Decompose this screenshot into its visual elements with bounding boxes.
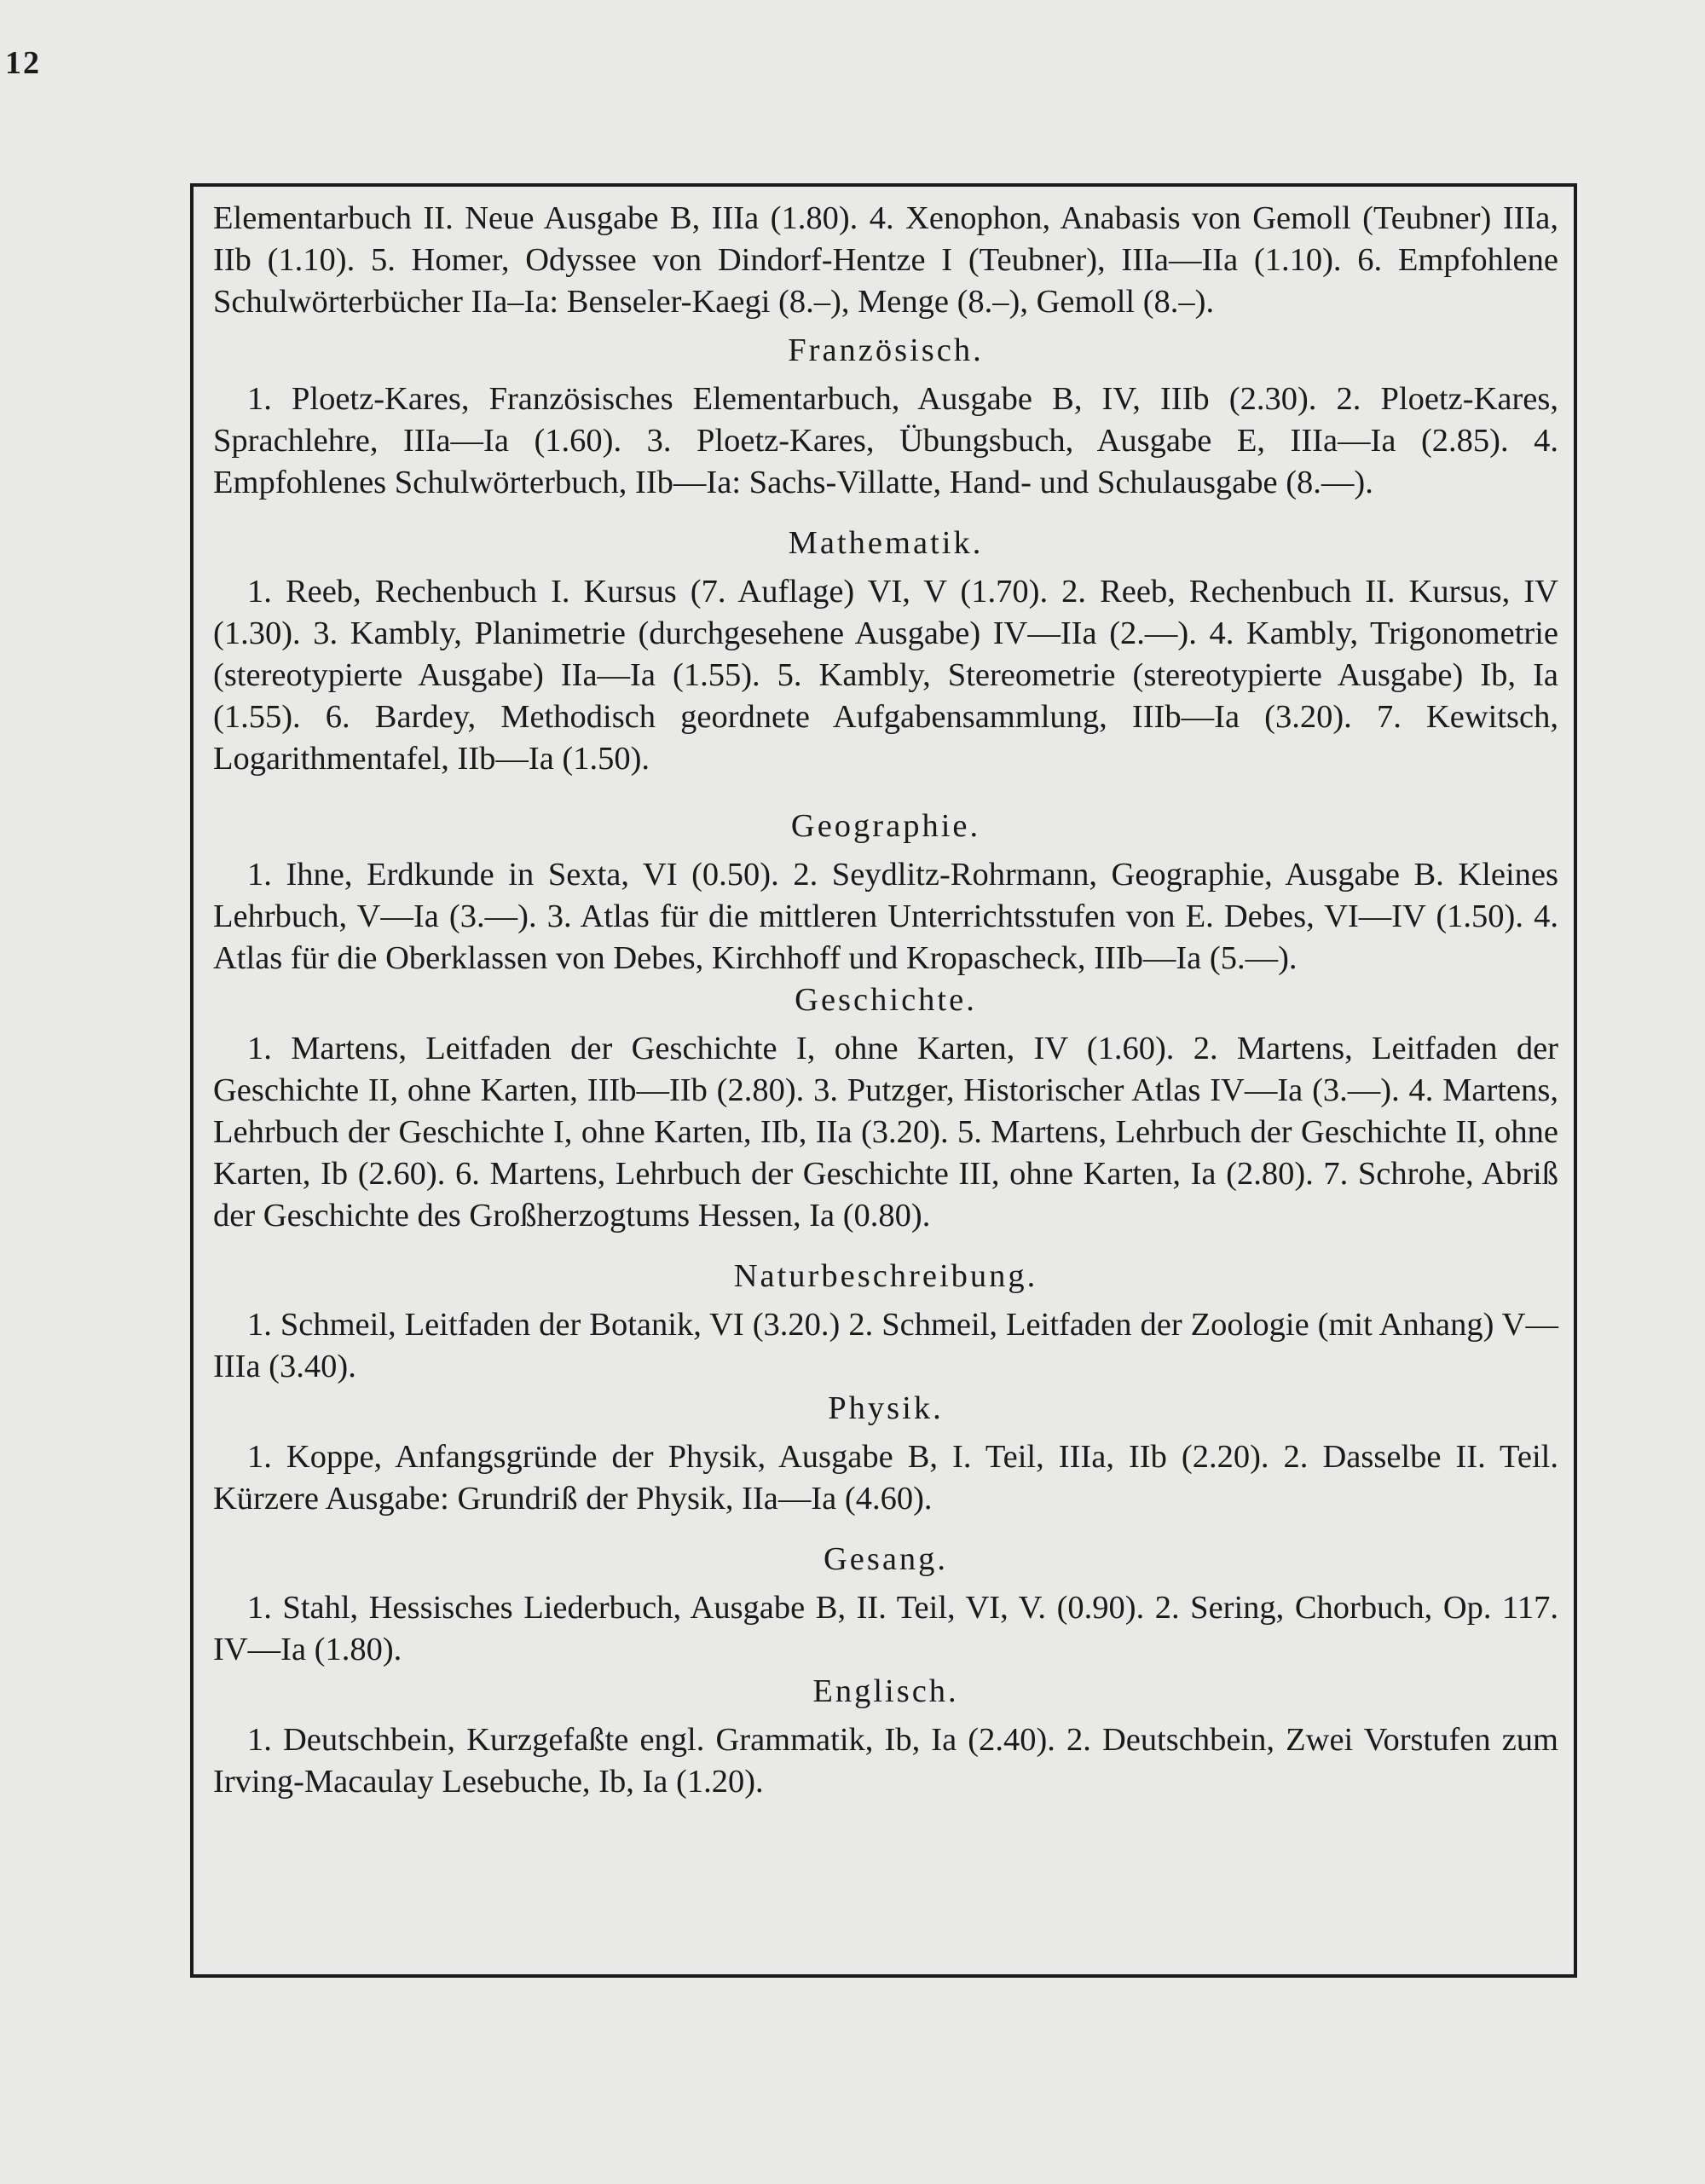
section-text-naturbeschreibung: 1. Schmeil, Leitfaden der Botanik, VI (3.20.) 2. Schmeil, Leitfaden der Zoologie (mit Anhang) V—IIIa (3.40). <box>213 1307 1558 1384</box>
section-text-geographie: 1. Ihne, Erdkunde in Sexta, VI (0.50). 2. Seydlitz-Rohrmann, Geographie, Ausgabe B. Kleines Lehrbuch, V—Ia (3.—). 3. Atlas für die mittleren Unterrichtsstufen von E. Debes, VI—IV (1.50). 4. Atlas für die Oberklassen von Debes, Kirchhoff und Kropascheck, IIIb—Ia (5.—). <box>213 857 1558 976</box>
section-text-geschichte: 1. Martens, Leitfaden der Geschichte I, ohne Karten, IV (1.60). 2. Martens, Leitfaden der Geschichte II, ohne Karten, IIIb—IIb (2.80). 3. Putzger, Historischer Atlas IV—Ia (3.—). 4. Martens, Lehrbuch der Geschichte I, ohne Karten, IIb, IIa (3.20). 5. Martens, Lehrbuch der Geschichte II, ohne Karten, Ib (2.60). 6. Martens, Lehrbuch der Geschichte III, ohne Karten, Ia (2.80). 7. Schrohe, Abriß der Geschichte des Großherzogtums Hessen, Ia (0.80). <box>213 1031 1558 1234</box>
section-title-naturbeschreibung: Naturbeschreibung. <box>733 1258 1038 1294</box>
section-text-physik: 1. Koppe, Anfangsgründe der Physik, Ausgabe B, I. Teil, IIIa, IIb (2.20). 2. Dasselbe II. Teil. Kürzere Ausgabe: Grundriß der Physik, IIa—Ia (4.60). <box>213 1439 1558 1517</box>
section-title-franzoesisch: Französisch. <box>788 332 984 368</box>
section-title-geographie: Geographie. <box>790 808 981 844</box>
section-title-gesang: Gesang. <box>823 1541 949 1577</box>
section-title-mathematik: Mathematik. <box>788 525 984 561</box>
section-text-mathematik: 1. Reeb, Rechenbuch I. Kursus (7. Auflage) VI, V (1.70). 2. Reeb, Rechenbuch II. Kursus, IV (1.30). 3. Kambly, Planimetrie (durchgesehene Ausgabe) IV—IIa (2.—). 4. Kambly, Trigonometrie (stereotypierte Ausgabe) IIa—Ia (1.55). 5. Kambly, Stereometrie (stereotypierte Ausgabe) Ib, Ia (1.55). 6. Bardey, Methodisch geordnete Aufgabensammlung, IIIb—Ia (3.20). 7. Kewitsch, Logarithmentafel, IIb—Ia (1.50). <box>213 574 1558 777</box>
section-text-gesang: 1. Stahl, Hessisches Liederbuch, Ausgabe B, II. Teil, VI, V. (0.90). 2. Sering, Chorbuch, Op. 117. IV—Ia (1.80). <box>213 1590 1558 1667</box>
book-list <box>213 198 1558 1803</box>
section-text-franzoesisch: 1. Ploetz-Kares, Französisches Elementarbuch, Ausgabe B, IV, IIIb (2.30). 2. Ploetz-Kares, Sprachlehre, IIIa—Ia (1.60). 3. Ploetz-Kares, Übungsbuch, Ausgabe E, IIIa—Ia (2.85). 4. Empfohlenes Schulwörterbuch, IIb—Ia: Sachs-Villatte, Hand- und Schulausgabe (8.—). <box>213 381 1558 500</box>
section-title-geschichte: Geschichte. <box>795 982 977 1018</box>
section-text-englisch: 1. Deutschbein, Kurzgefaßte engl. Grammatik, Ib, Ia (2.40). 2. Deutschbein, Zwei Vorstufen zum Irving-Macaulay Lesebuche, Ib, Ia (1.20). <box>213 1722 1558 1800</box>
page-number: 12 <box>5 45 41 81</box>
section-title-physik: Physik. <box>828 1390 944 1426</box>
section-title-englisch: Englisch. <box>812 1673 959 1709</box>
intro-paragraph: Elementarbuch II. Neue Ausgabe B, IIIa (1.80). 4. Xenophon, Anabasis von Gemoll (Teubner) IIIa, IIb (1.10). 5. Homer, Odyssee von Dindorf-Hentze I (Teubner), IIIa—IIa (1.10). 6. Empfohlene Schulwörterbücher IIa–Ia: Benseler-Kaegi (8.–), Menge (8.–), Gemoll (8.–). <box>213 200 1558 320</box>
